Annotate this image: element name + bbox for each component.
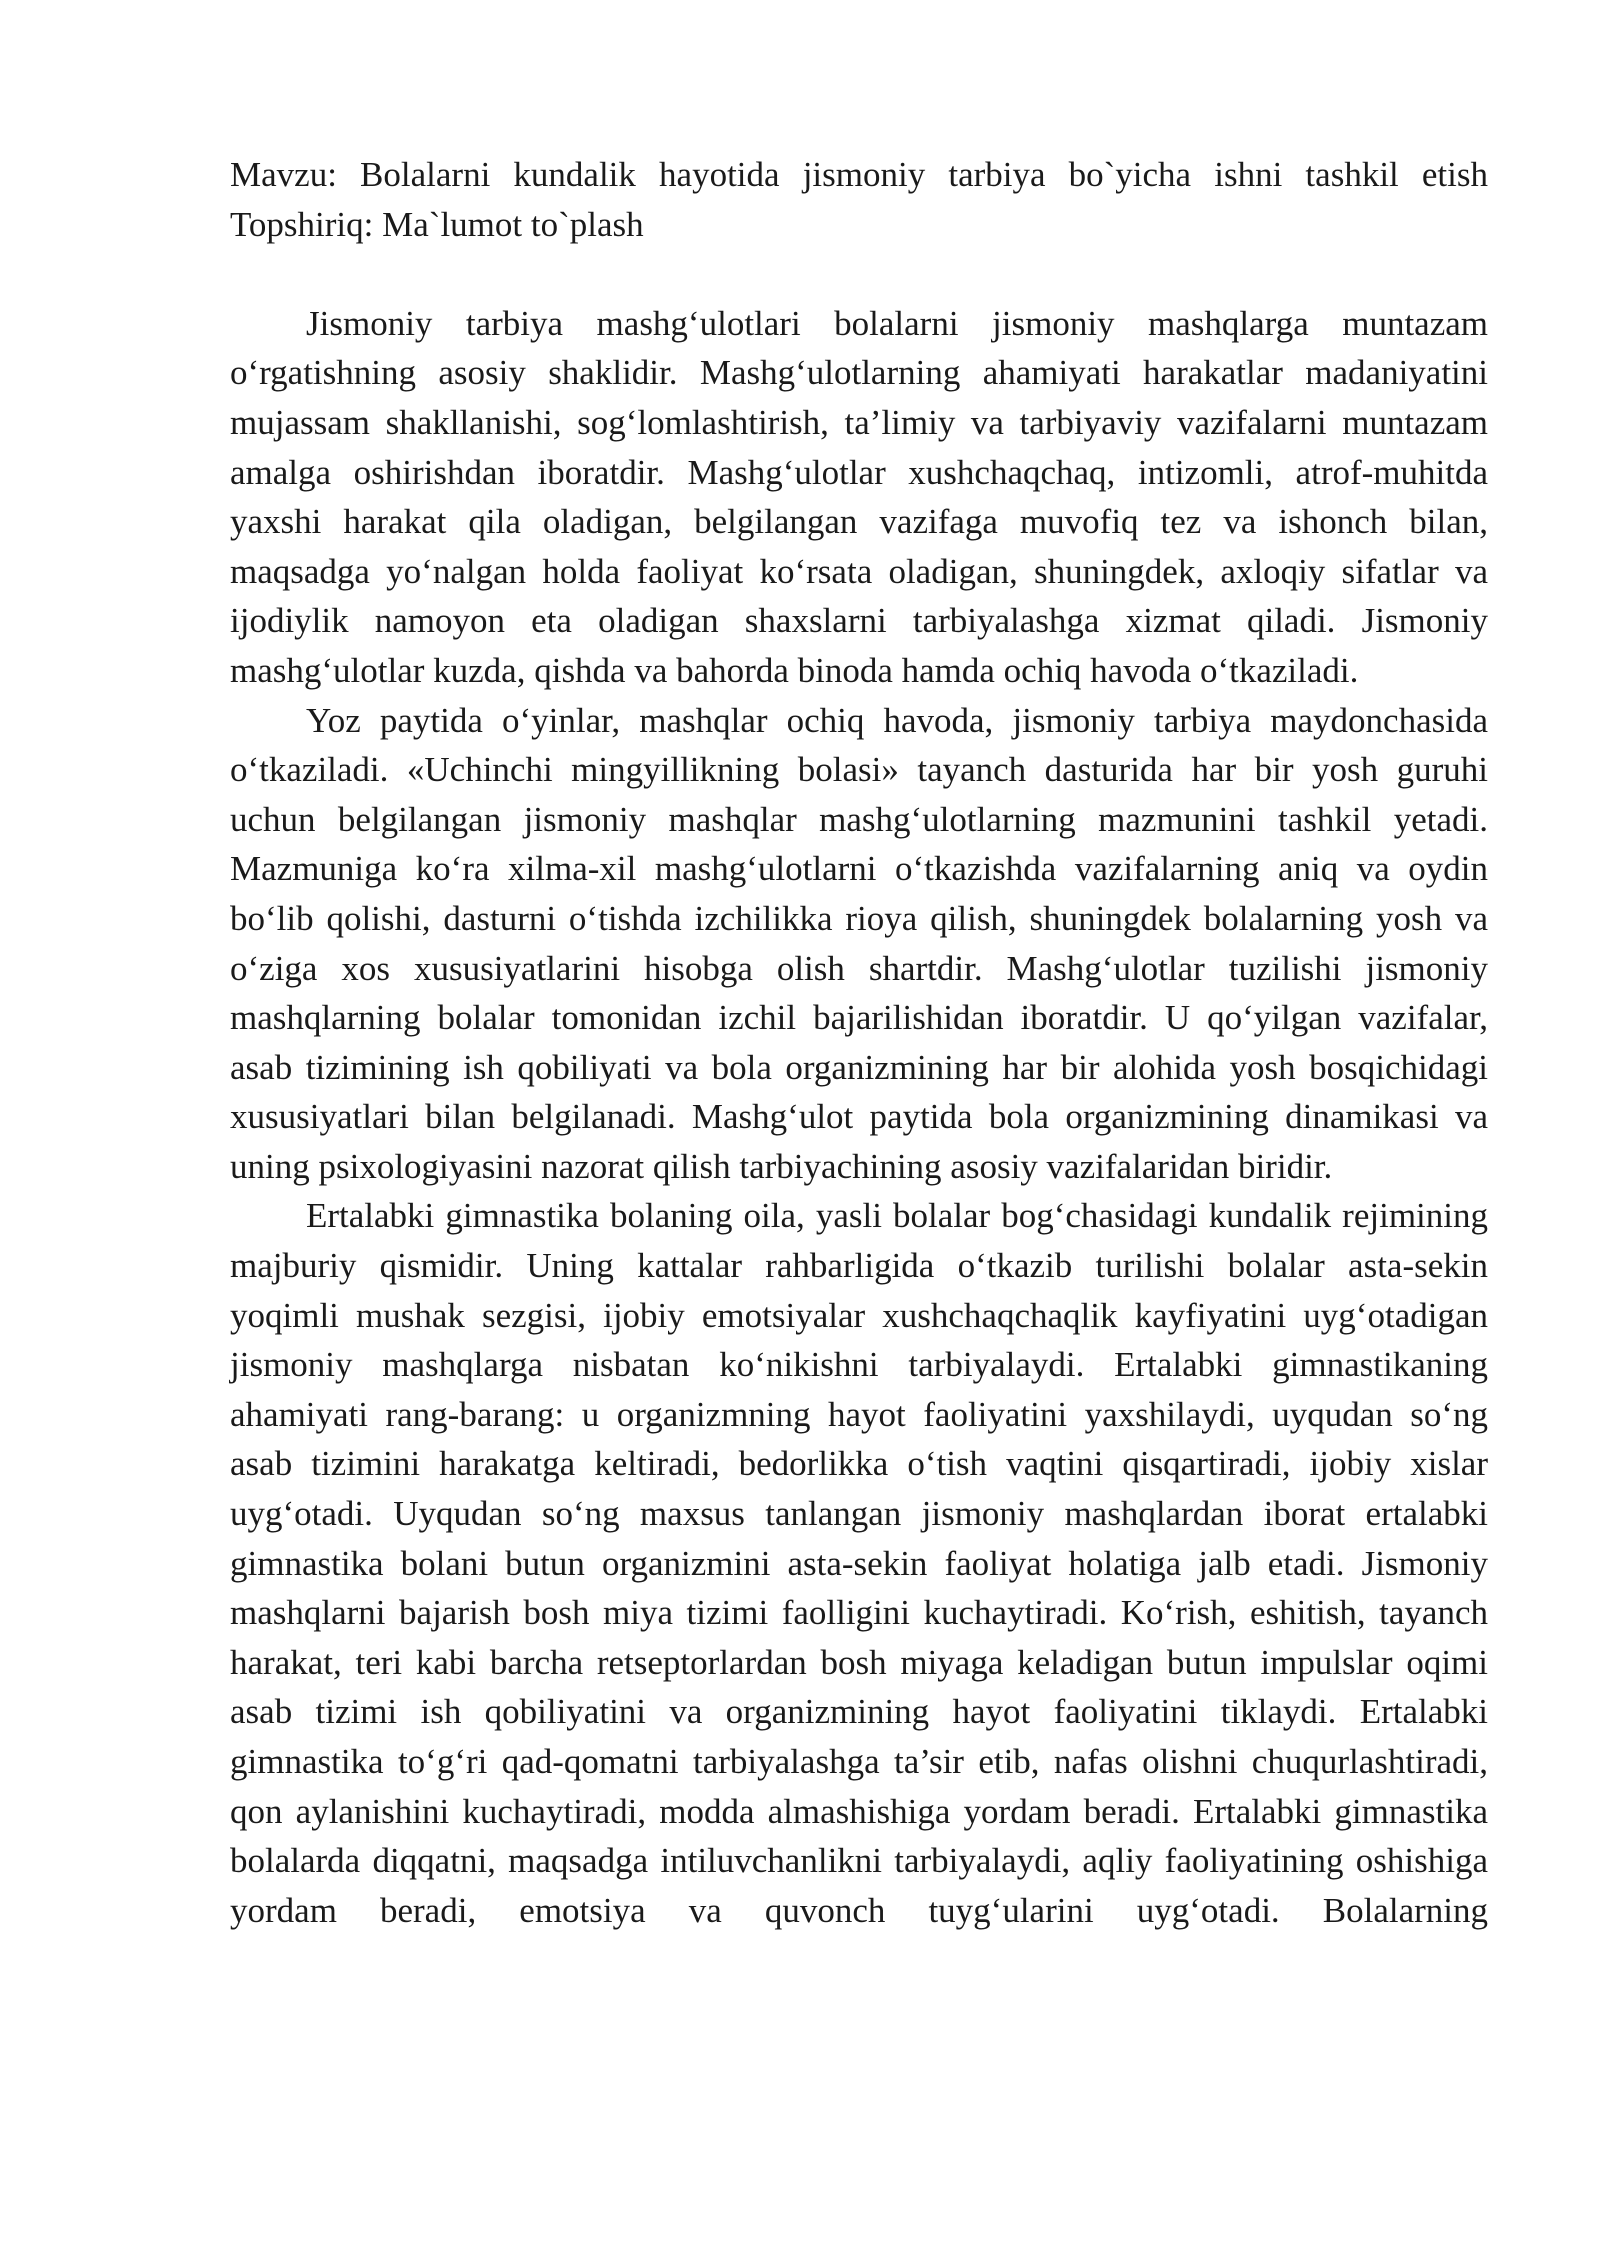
paragraph-2: Yoz paytida o‘yinlar, mashqlar ochiq havoda, jismoniy tarbiya maydonchasida o‘tkaziladi. «Uchinchi mingyillikning bolasi» tayanch dasturida har bir yosh guruhi uchun belgilangan jismoniy mashqlar mashg‘ulotlarning mazmunini tashkil yetadi. Mazmuniga ko‘ra xilma-xil mashg‘ulotlarni o‘tkazishda vazifalarning aniq va oydin bo‘lib qolishi, dasturni o‘tishda izchilikka rioya qilish, shuningdek bolalarning yosh va o‘ziga xos xususiyatlarini hisobga olish shartdir. Mashg‘ulotlar tuzilishi jismoniy mashqlarning bolalar tomonidan izchil bajarilishidan iboratdir. U qo‘yilgan vazifalar, asab tizimining ish qobiliyati va bola organizmining har bir alohida yosh bosqichidagi xususiyatlari bilan belgilanadi. Mashg‘ulot paytida bola organizmining dinamikasi va uning psixologiyasini nazorat qilish tarbiyachining asosiy vazifalaridan biridir. [230,700,1488,1186]
topic-line: Mavzu: Bolalarni kundalik hayotida jismoniy tarbiya bo`yicha ishni tashkil etish [230,155,1488,194]
paragraph-3: Ertalabki gimnastika bolaning oila, yasli bolalar bog‘chasidagi kundalik rejimining majburiy qismidir. Uning kattalar rahbarligida o‘tkazib turilishi bolalar asta-sekin yoqimli mushak sezgisi, ijobiy emotsiyalar xushchaqchaqlik kayfiyatini uyg‘otadigan jismoniy mashqlarga nisbatan ko‘nikishni tarbiyalaydi. Ertalabki gimnastikaning ahamiyati rang-barang: u organizmning hayot faoliyatini yaxshilaydi, uyqudan so‘ng asab tizimini harakatga keltiradi, bedorlikka o‘tish vaqtini qisqartiradi, ijobiy xislar uyg‘otadi. Uyqudan so‘ng maxsus tanlangan jismoniy mashqlardan iborat ertalabki gimnastika bolani butun organizmini asta-sekin faoliyat holatiga jalb etadi. Jismoniy mashqlarni bajarish bosh miya tizimi faolligini kuchaytiradi. Ko‘rish, eshitish, tayanch harakat, teri kabi barcha retseptorlardan bosh miyaga keladigan butun impulslar oqimi asab tizimi ish qobiliyatini va organizmining hayot faoliyatini tiklaydi. Ertalabki gimnastika to‘g‘ri qad-qomatni tarbiyalashga ta’sir etib, nafas olishni chuqurlashtiradi, qon aylanishini kuchaytiradi, modda almashishiga yordam beradi. Ertalabki gimnastika bolalarda diqqatni, maqsadga intiluvchanlikni tarbiyalaydi, aqliy faoliyatining oshishiga yordam beradi, emotsiya va quvonch tuyg‘ularini uyg‘otadi. Bolalarning [230,1196,1488,1930]
paragraph-1: Jismoniy tarbiya mashg‘ulotlari bolalarni jismoniy mashqlarga muntazam o‘rgatishning asosiy shaklidir. Mashg‘ulotlarning ahamiyati harakatlar madaniyatini mujassam shakllanishi, sog‘lomlashtirish, ta’limiy va tarbiyaviy vazifalarni muntazam amalga oshirishdan iboratdir. Mashg‘ulotlar xushchaqchaq, intizomli, atrof-muhitda yaxshi harakat qila oladigan, belgilangan vazifaga muvofiq tez va ishonch bilan, maqsadga yo‘nalgan holda faoliyat ko‘rsata oladigan, shuningdek, axloqiy sifatlar va ijodiylik namoyon eta oladigan shaxslarni tarbiyalashga xizmat qiladi. Jismoniy mashg‘ulotlar kuzda, qishda va bahorda binoda hamda ochiq havoda o‘tkaziladi. [230,303,1488,690]
heading-spacer [230,249,1488,299]
task-line: Topshiriq: Ma`lumot to`plash [230,204,644,244]
document-heading [230,150,1488,249]
document-page [230,150,1488,1935]
